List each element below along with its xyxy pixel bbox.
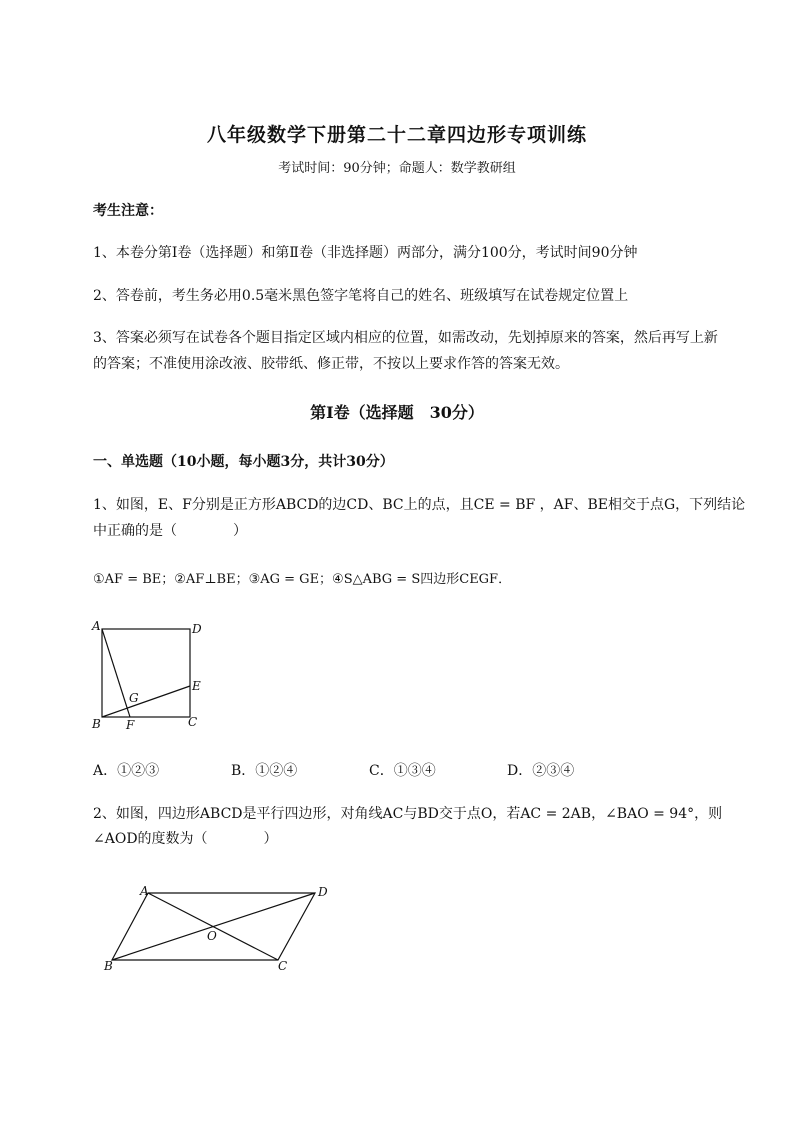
label-d: D [318, 885, 328, 899]
section-title: 第I卷（选择题 30分） [310, 403, 484, 422]
q1-option-c[interactable]: C．①③④ [369, 763, 436, 779]
q2-text-line2: ∠AOD的度数为（ ） [93, 831, 278, 847]
label-g: G [129, 691, 139, 705]
q1-statements: ①AF = BE；②AF⊥BE；③AG = GE；④S△ABG = S四边形CEGF． [93, 572, 512, 587]
part-title: 一、单选题（10小题，每小题3分，共计30分） [93, 454, 394, 470]
q1-text-line2: 中正确的是（ ） [93, 523, 247, 539]
q2-text-line1: 2、如图，四边形ABCD是平行四边形，对角线AC与BD交于点O，若AC = 2AB，∠BAO = 94°，则 [93, 806, 723, 822]
label-c: C [188, 715, 198, 729]
label-a: A [140, 884, 149, 898]
q1-square-figure [88, 615, 218, 740]
label-e: E [192, 679, 201, 693]
label-c: C [278, 959, 288, 973]
label-o: O [207, 929, 217, 943]
notice-item-3: 3、答案必须写在试卷各个题目指定区域内相应的位置，如需改动，先划掉原来的答案，然后再写上新 [93, 330, 718, 346]
label-b: B [92, 717, 101, 731]
q1-option-d[interactable]: D．②③④ [507, 763, 575, 779]
q1-text-line1: 1、如图，E、F分别是正方形ABCD的边CD、BC上的点，且CE = BF ，AF、BE相交于点G，下列结论 [93, 497, 746, 513]
q1-option-b[interactable]: B．①②④ [231, 763, 298, 779]
q1-options [93, 760, 713, 780]
square-abcd [102, 629, 190, 717]
q2-parallelogram-figure [100, 880, 340, 975]
segment-be [102, 686, 190, 717]
label-f: F [126, 718, 135, 732]
segment-af [102, 629, 130, 717]
notice-item-3-cont: 的答案；不准使用涂改液、胶带纸、修正带，不按以上要求作答的答案无效。 [93, 356, 569, 372]
exam-info: 考试时间：90分钟；命题人：数学教研组 [278, 161, 516, 176]
label-a: A [92, 619, 101, 633]
notice-item-2: 2、答卷前，考生务必用0.5毫米黑色签字笔将自己的姓名、班级填写在试卷规定位置上 [93, 288, 629, 304]
label-b: B [104, 959, 113, 973]
page-title: 八年级数学下册第二十二章四边形专项训练 [206, 124, 587, 146]
label-d: D [192, 622, 202, 636]
notice-item-1: 1、本卷分第I卷（选择题）和第Ⅱ卷（非选择题）两部分，满分100分，考试时间90分钟 [93, 245, 638, 261]
notice-heading: 考生注意： [93, 203, 163, 219]
q1-option-a[interactable]: A．①②③ [93, 763, 160, 779]
